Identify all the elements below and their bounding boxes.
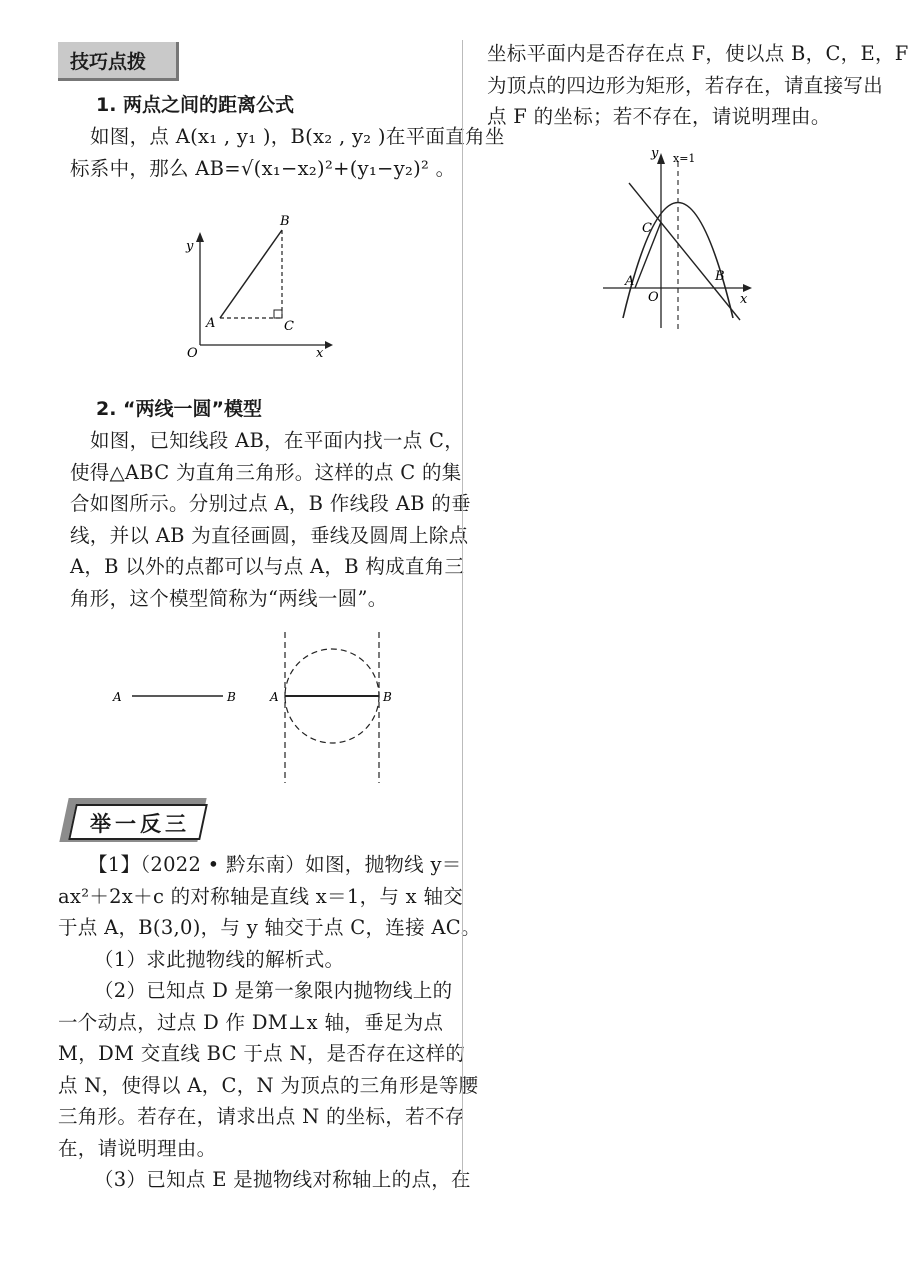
item2-line: 如图，已知线段 AB，在平面内找一点 C，: [90, 429, 465, 452]
problem-line: 三角形。若存在，请求出点 N 的坐标，若不存: [58, 1105, 465, 1128]
x-axis-arrow: [325, 341, 333, 349]
item2-line: 角形，这个模型简称为“两线一圆”。: [70, 586, 388, 610]
problem-line: （2）已知点 D 是第一象限内抛物线上的: [94, 979, 453, 1002]
label-o: O: [648, 290, 659, 305]
right-angle-mark: [274, 310, 282, 318]
item2-paragraph: [70, 425, 471, 614]
column-divider: [462, 40, 463, 1185]
problem-line: 于点 A，B(3,0)，与 y 轴交于点 C，连接 AC。: [58, 916, 481, 939]
item1-paragraph: [70, 121, 505, 184]
label-x: x: [740, 292, 748, 307]
section-header-tips-label: 技巧点拨: [70, 51, 147, 73]
section-header-practice: [58, 798, 208, 842]
label-y: y: [651, 146, 659, 161]
item1-line: 如图，点 A(x₁ , y₁ )，B(x₂ , y₂ )在平面直角坐: [90, 125, 505, 148]
right-line: 点 F 的坐标；若不存在，请说明理由。: [487, 105, 831, 128]
distance-figure: [170, 205, 340, 365]
item2-line: 使得△ABC 为直角三角形。这样的点 C 的集: [70, 460, 462, 484]
problem-line: 在，请说明理由。: [58, 1136, 217, 1160]
label-b-plain: B: [227, 690, 236, 704]
label-b: B: [280, 214, 290, 229]
label-o: O: [187, 346, 198, 361]
item2-line: 合如图所示。分别过点 A，B 作线段 AB 的垂: [70, 492, 471, 515]
section-header-tips: [58, 42, 179, 81]
label-c: C: [642, 221, 652, 236]
problem-paragraph: [58, 849, 481, 1196]
right-paragraph: [487, 38, 909, 133]
label-a: A: [625, 274, 635, 289]
label-b-circle: B: [383, 690, 392, 704]
label-c: C: [284, 319, 294, 334]
label-axis: x=1: [673, 152, 696, 165]
parabola-figure: [595, 140, 765, 340]
x-axis-arrow: [743, 284, 752, 292]
two-lines-one-circle-figure: [105, 628, 405, 788]
item1-line: 标系中，那么 AB=√(x₁−x₂)²+(y₁−y₂)² 。: [70, 156, 456, 180]
label-a: A: [206, 316, 216, 331]
label-b: B: [715, 269, 725, 284]
label-y: y: [186, 239, 194, 254]
problem-line: M，DM 交直线 BC 于点 N，是否存在这样的: [58, 1042, 466, 1065]
item2-line: 线，并以 AB 为直径画圆，垂线及圆周上除点: [70, 523, 469, 547]
segment-ab: [220, 230, 282, 318]
label-a-plain: A: [113, 690, 122, 704]
label-a-circle: A: [270, 690, 279, 704]
section-header-practice-label: 举一反三: [90, 812, 190, 836]
right-line: 为顶点的四边形为矩形，若存在，请直接写出: [487, 73, 884, 97]
problem-line: 【1】（2022 • 黔东南）如图，抛物线 y＝: [88, 853, 462, 876]
item2-line: A，B 以外的点都可以与点 A，B 构成直角三: [70, 555, 465, 578]
item1-title: 1. 两点之间的距离公式: [96, 94, 295, 116]
right-line: 坐标平面内是否存在点 F，使以点 B，C，E，F: [487, 42, 909, 65]
problem-line: 点 N，使得以 A，C，N 为顶点的三角形是等腰: [58, 1073, 479, 1097]
y-axis-arrow: [196, 232, 204, 242]
item2-title: 2. “两线一圆”模型: [96, 398, 263, 420]
problem-line: （3）已知点 E 是抛物线对称轴上的点，在: [94, 1168, 471, 1191]
problem-line: ax²＋2x＋c 的对称轴是直线 x＝1，与 x 轴交: [58, 884, 464, 908]
label-x: x: [316, 346, 324, 361]
problem-line: 一个动点，过点 D 作 DM⊥x 轴，垂足为点: [58, 1010, 444, 1034]
problem-line: （1）求此抛物线的解析式。: [94, 947, 345, 971]
